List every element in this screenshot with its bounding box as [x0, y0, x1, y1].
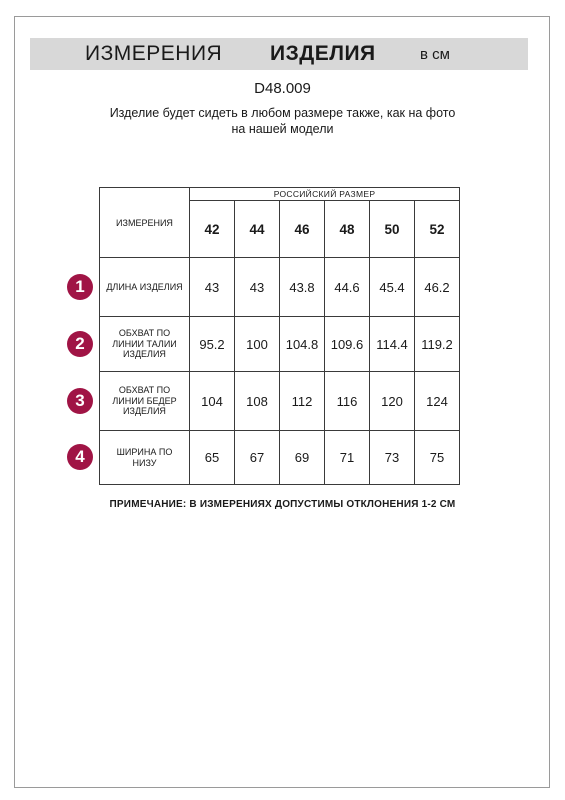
value-cell: 75 — [415, 431, 460, 485]
measurements-header: ИЗМЕРЕНИЯ — [100, 188, 190, 258]
row-label-hem-width — [100, 431, 190, 485]
value-cell: 67 — [235, 431, 280, 485]
row-label-length — [100, 258, 190, 317]
value-cell: 44.6 — [325, 258, 370, 317]
size-system-header: РОССИЙСКИЙ РАЗМЕР — [190, 188, 460, 201]
table-row — [100, 258, 460, 317]
value-cell: 46.2 — [415, 258, 460, 317]
size-header: 46 — [280, 201, 325, 258]
value-cell: 108 — [235, 372, 280, 431]
row-label-line: ДЛИНА ИЗДЕЛИЯ — [106, 281, 183, 292]
value-cell: 95.2 — [190, 317, 235, 372]
title-bar — [30, 38, 528, 70]
size-header: 50 — [370, 201, 415, 258]
value-cell: 120 — [370, 372, 415, 431]
value-cell: 119.2 — [415, 317, 460, 372]
fit-note — [90, 105, 475, 137]
size-header: 48 — [325, 201, 370, 258]
table-row — [100, 317, 460, 372]
value-cell: 114.4 — [370, 317, 415, 372]
value-cell: 109.6 — [325, 317, 370, 372]
value-cell: 65 — [190, 431, 235, 485]
table-row — [100, 431, 460, 485]
fit-note-line-1: Изделие будет сидеть в любом размере также, как на фото — [109, 106, 456, 120]
value-cell: 104 — [190, 372, 235, 431]
row-label-line: ОБХВАТ ПО — [118, 385, 171, 396]
value-cell: 124 — [415, 372, 460, 431]
row-number-badge: 1 — [67, 274, 93, 300]
value-cell: 71 — [325, 431, 370, 485]
row-label-line: ШИРИНА ПО — [116, 447, 173, 457]
title-product: ИЗДЕЛИЯ — [270, 42, 376, 65]
value-cell: 45.4 — [370, 258, 415, 317]
row-label-line: ОБХВАТ ПО — [118, 328, 171, 339]
value-cell: 116 — [325, 372, 370, 431]
size-header: 52 — [415, 201, 460, 258]
row-number-badge: 2 — [67, 331, 93, 357]
size-header: 44 — [235, 201, 280, 258]
row-number-badge: 4 — [67, 444, 93, 470]
size-header: 42 — [190, 201, 235, 258]
table-row — [100, 372, 460, 431]
tolerance-note: ПРИМЕЧАНИЕ: В ИЗМЕРЕНИЯХ ДОПУСТИМЫ ОТКЛОНЕНИЯ 1-2 СМ — [109, 499, 456, 510]
value-cell: 112 — [280, 372, 325, 431]
value-cell: 104.8 — [280, 317, 325, 372]
value-cell: 43 — [190, 258, 235, 317]
row-label-line: ИЗДЕЛИЯ — [123, 349, 166, 360]
value-cell: 100 — [235, 317, 280, 372]
value-cell: 73 — [370, 431, 415, 485]
product-code: D48.009 — [254, 80, 311, 97]
value-cell: 69 — [280, 431, 325, 485]
size-table — [99, 187, 460, 485]
title-measurements: ИЗМЕРЕНИЯ — [85, 42, 223, 65]
row-label-waist — [100, 317, 190, 372]
value-cell: 43.8 — [280, 258, 325, 317]
row-number-badge: 3 — [67, 388, 93, 414]
title-unit: в см — [420, 46, 450, 63]
row-label-line: ИЗДЕЛИЯ — [123, 406, 166, 417]
row-label-line: ЛИНИИ ТАЛИИ — [112, 338, 177, 349]
row-label-line: ЛИНИИ БЕДЕР — [112, 395, 177, 406]
value-cell: 43 — [235, 258, 280, 317]
fit-note-line-2: на нашей модели — [231, 122, 334, 136]
row-label-line: НИЗУ — [132, 457, 157, 468]
row-label-hips — [100, 372, 190, 431]
